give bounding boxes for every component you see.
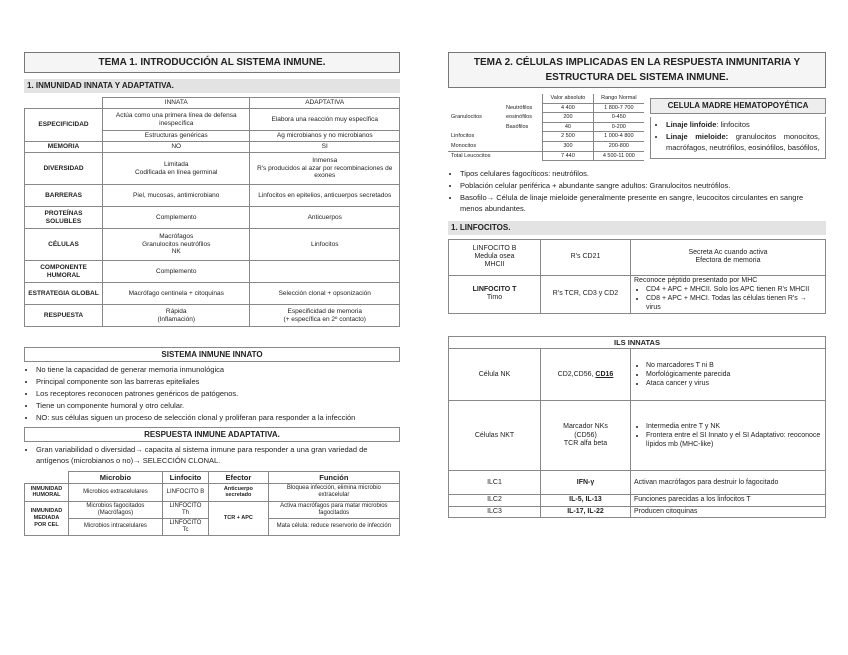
cell: Macrófagos Granulocitos neutrófilos NK — [103, 229, 250, 261]
list-item: • NO: sus células siguen un proceso de selección clonal y proliferan para responder a la infección — [36, 413, 400, 424]
cell: Granulocitos — [451, 114, 482, 121]
innate-system-title: SISTEMA INMUNE INNATO — [24, 347, 400, 362]
list-item: • Linaje mieloide: granulocitos monocitos, macrófagos, neutrófilos, eosinófilos, basófilos, — [666, 132, 820, 154]
list-item: • No tiene la capacidad de generar memoria inmunológica — [36, 365, 400, 376]
row-label: INMUNIDAD MEDIADA POR CEL — [25, 501, 69, 536]
ils-title: ILS INNATAS — [449, 337, 826, 349]
cell — [503, 141, 543, 151]
cell: Microbios intracelulares — [69, 518, 163, 535]
cell: Mata célula: reduce reservorio de infección — [268, 518, 399, 535]
row-label: ESPECIFICIDAD — [25, 109, 103, 142]
list-item: • CD8 + APC + MHCI. Todas las células tienen R's → virus — [646, 294, 822, 312]
response-table — [24, 471, 400, 536]
ils-innatas-table — [448, 336, 826, 518]
cell: CD2,CD56, CD16 — [541, 349, 631, 401]
cell: Activa macrófagos para matar microbios fagocitados — [268, 501, 399, 518]
cell — [631, 349, 826, 401]
innate-bullet-list — [36, 365, 400, 423]
col-header: Valor absoluto — [543, 94, 594, 103]
row-label: BARRERAS — [25, 185, 103, 207]
linfocito-t-label: LINFOCITO T — [472, 286, 517, 294]
cell: Ag microbianos y no microbianos — [250, 131, 400, 142]
cell: 0-200 — [593, 122, 644, 132]
cell — [250, 261, 400, 283]
cell — [448, 122, 503, 132]
table-row — [448, 113, 644, 123]
row-label: INMUNIDAD HUMORAL — [25, 484, 69, 501]
list-item: • Basofilo→ Célula de linaje mieloide generalmente presente en sangre, leucocitos circulantes en sangre menos abundantes. — [460, 193, 826, 215]
cell: eosinófilos — [505, 114, 532, 121]
table-row — [449, 471, 826, 495]
cell: Estructuras genéricas — [103, 131, 250, 142]
left-column — [24, 52, 400, 536]
cell: Piel, mucosas, antimicrobiano — [103, 185, 250, 207]
adaptive-bullet-list — [36, 445, 400, 467]
cell: Complemento — [103, 261, 250, 283]
table-row — [448, 132, 644, 142]
col-header: Función — [268, 472, 399, 484]
cell — [503, 132, 543, 142]
list-item: • Frontera entre el SI Innato y el SI Adaptativo: reoconoce lípidos mb (MHC-like) — [646, 431, 822, 449]
table-row — [448, 141, 644, 151]
cell: Reconoce péptido presentado por MHC • CD4 + APC + MHCII. Solo los APC tienen R's MHCII • CD8 + APC + MHCI. Todas las células tienen R's → virus — [631, 275, 826, 314]
comparison-table — [24, 97, 400, 327]
table-row — [449, 401, 826, 471]
cell: Neutrófilos — [505, 104, 533, 111]
list-item: • Los receptores reconocen patrones genéricos de patógenos. — [36, 389, 400, 400]
col-header: Microbio — [69, 472, 163, 484]
cell: SI — [250, 142, 400, 153]
table-row — [449, 495, 826, 506]
list-item: • No marcadores T ni B — [646, 361, 822, 370]
cell: Microbios fagocitados (Macrófagos) — [69, 501, 163, 518]
row-label: CÉLULAS — [25, 229, 103, 261]
cell: LINFOCITO Th — [162, 501, 208, 518]
list-item: • Ataca cancer y virus — [646, 379, 822, 388]
row-label: MEMORIA — [25, 142, 103, 153]
right-column — [448, 52, 826, 518]
cell: Rápida (Inflamación) — [103, 305, 250, 327]
cell: Inmensa R's producidos al azar por recombinaciones de exones — [250, 153, 400, 185]
cell-bullet-list — [460, 169, 826, 215]
adaptive-response-title: RESPUESTA INMUNE ADAPTATIVA. — [24, 427, 400, 442]
cell: Selección clonal + opsonización — [250, 283, 400, 305]
row-label: COMPONENTE HUMORAL — [25, 261, 103, 283]
tema1-title: TEMA 1. INTRODUCCIÓN AL SISTEMA INMUNE. — [24, 52, 400, 73]
table-row — [25, 261, 400, 283]
cell: Complemento — [103, 207, 250, 229]
cell: IL-5, IL-13 — [541, 495, 631, 506]
cell: NO — [103, 142, 250, 153]
table-row — [25, 207, 400, 229]
cell: ILC3 — [449, 506, 541, 517]
cell: Anticuerpos — [250, 207, 400, 229]
tema2-title: TEMA 2. CÉLULAS IMPLICADAS EN LA RESPUESTA INMUNITARIA Y ESTRUCTURA DEL SISTEMA INMUNE. — [448, 52, 826, 88]
cell: IFN-γ — [541, 471, 631, 495]
cell: 40 — [543, 122, 594, 132]
cell: LINFOCITO T Timo — [449, 275, 541, 314]
table-row — [25, 142, 400, 153]
list-item: • Linaje linfoide: linfocitos — [666, 120, 820, 131]
table-row — [449, 349, 826, 401]
cell: Secreta Ac cuando activa Efectora de memoria — [631, 239, 826, 275]
list-item: • Principal componente son las barreras epiteliales — [36, 377, 400, 388]
cell: IL-17, IL-22 — [541, 506, 631, 517]
cell: 2 500 — [543, 132, 594, 142]
row-label: PROTEÍNAS SOLUBLES — [25, 207, 103, 229]
cell: 0-450 — [593, 113, 644, 123]
cell — [448, 103, 503, 113]
lymphocyte-table — [448, 239, 826, 315]
col-header: Rango Normal — [593, 94, 644, 103]
row-label: RESPUESTA — [25, 305, 103, 327]
table-row — [25, 229, 400, 261]
table-row — [449, 275, 826, 314]
section-innata-adaptativa: 1. INMUNIDAD INNATA Y ADAPTATIVA. — [24, 79, 400, 93]
list-item: • CD4 + APC + MHCII. Solo los APC tienen R's MHCII — [646, 285, 822, 294]
table-row — [25, 472, 400, 484]
section-linfocitos: 1. LINFOCITOS. — [448, 221, 826, 235]
list-item: • Morfológicamente parecida — [646, 370, 822, 379]
list-item: • Intermedia entre T y NK — [646, 422, 822, 431]
list-item: • Tiene un componente humoral y otro celular. — [36, 401, 400, 412]
table-row — [448, 103, 644, 113]
cell: Funciones parecidas a los linfocitos T — [631, 495, 826, 506]
cell: Linfocitos — [250, 229, 400, 261]
cell: 1 000-4 800 — [593, 132, 644, 142]
cell: Bloquea infección, elimina microbio extracelular — [268, 484, 399, 501]
col-header: ADAPTATIVA — [250, 98, 400, 109]
cell: 200-800 — [593, 141, 644, 151]
table-row — [25, 153, 400, 185]
table-row — [448, 151, 644, 161]
cell: TCR + APC — [209, 501, 269, 536]
cell: ILC2 — [449, 495, 541, 506]
cell: R's CD21 — [541, 239, 631, 275]
col-header: INNATA — [103, 98, 250, 109]
col-header: Efector — [209, 472, 269, 484]
cell: Marcador NKs (CD56) TCR alfa beta — [541, 401, 631, 471]
cell: Anticuerpo secretado — [209, 484, 269, 501]
cell: Células NKT — [449, 401, 541, 471]
table-row — [25, 305, 400, 327]
list-item: • Gran variabilidad o diversidad→ capacita al sistema inmune para responder a una gran variedad de antígenos (microbianos o no)→ SELECCIÓN CLONAL. — [36, 445, 400, 467]
cell: 1 800-7 700 — [593, 103, 644, 113]
cell: Producen citoquinas — [631, 506, 826, 517]
table-row — [25, 484, 400, 501]
table-row — [25, 185, 400, 207]
cell: LINFOCITO B Medula osea MHCII — [449, 239, 541, 275]
stem-cell-content — [650, 117, 826, 159]
row-label: ESTRATEGIA GLOBAL — [25, 283, 103, 305]
cell: Elabora una reacción muy específica — [250, 109, 400, 131]
cell: Monocitos — [451, 142, 477, 149]
cell: Actúa como una primera línea de defensa inespecífica — [103, 109, 250, 131]
cell: LINFOCITO Tc — [162, 518, 208, 535]
cell — [503, 151, 543, 161]
cell: 200 — [543, 113, 594, 123]
table-row — [449, 239, 826, 275]
stem-cell-box — [650, 98, 826, 159]
cell: Macrófago centinela + citoquinas — [103, 283, 250, 305]
cell: Linfocitos en epitelios, anticuerpos secretados — [250, 185, 400, 207]
blood-section — [448, 94, 826, 161]
cell: Especificidad de memoria (+ específica en 2º contacto) — [250, 305, 400, 327]
table-row — [25, 501, 400, 518]
cell: 7 440 — [543, 151, 594, 161]
table-row — [448, 122, 644, 132]
blood-count-table — [448, 94, 644, 161]
cell: Activan macrófagos para destruir lo fagocitado — [631, 471, 826, 495]
cell — [631, 401, 826, 471]
table-row — [25, 109, 400, 131]
col-header: Linfocito — [162, 472, 208, 484]
list-item: • Población celular periférica + abundante sangre adultos: Granulocitos neutrófilos. — [460, 181, 826, 192]
cell: Total Leucocitos — [448, 151, 503, 161]
row-label: DIVERSIDAD — [25, 153, 103, 185]
list-item: • Tipos celulares fagocíticos: neutrófilos. — [460, 169, 826, 180]
cell: Linfocitos — [451, 133, 475, 140]
table-row — [449, 337, 826, 349]
table-row — [448, 94, 644, 103]
cell: ILC1 — [449, 471, 541, 495]
cell: LINFOCITO B — [162, 484, 208, 501]
cell: 4 500-11 000 — [593, 151, 644, 161]
table-row — [25, 283, 400, 305]
table-row — [449, 506, 826, 517]
stem-cell-title: CELULA MADRE HEMATOPOYÉTICA — [650, 98, 826, 114]
cell: Basófilos — [505, 123, 529, 130]
cell: 300 — [543, 141, 594, 151]
cell: Limitada Codificada en línea germinal — [103, 153, 250, 185]
table-row — [25, 98, 400, 109]
cell: Célula NK — [449, 349, 541, 401]
cell: R's TCR, CD3 y CD2 — [541, 275, 631, 314]
cell: 4 400 — [543, 103, 594, 113]
cell: Microbios extracelulares — [69, 484, 163, 501]
